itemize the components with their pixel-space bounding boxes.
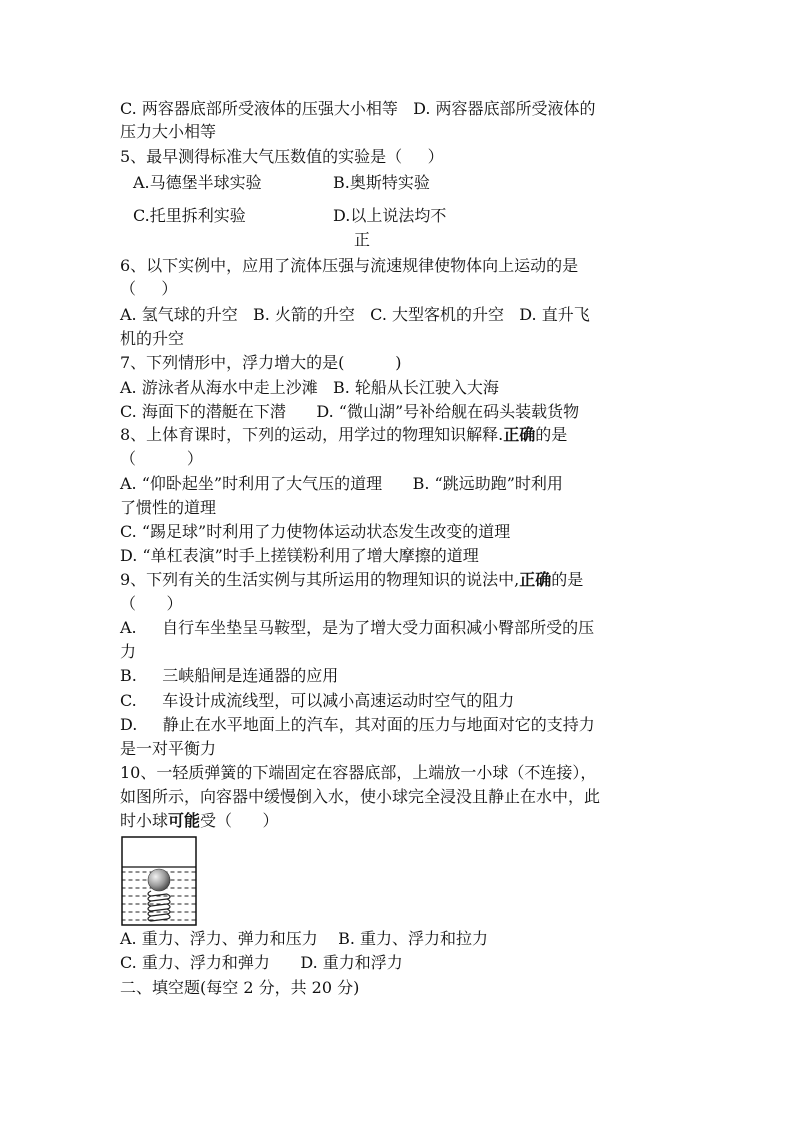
q4-option-cd-cont: 压力大小相等 — [120, 122, 217, 141]
question-10-cont2 — [120, 810, 279, 832]
q5-option-d-cont: 正 — [354, 230, 371, 249]
q5-option-d: D.以上说法均不 — [333, 206, 447, 225]
section-2-heading: 二、填空题(每空 2 分，共 20 分) — [120, 978, 360, 997]
q9-option-b: B. 三峡船闸是连通器的应用 — [120, 666, 339, 685]
q5-option-b: B.奥斯特实验 — [333, 173, 430, 192]
q9-option-d-cont: 是一对平衡力 — [120, 739, 217, 758]
q7-options-cd: C. 海面下的潜艇在下潜 D. “微山湖”号补给舰在码头装载货物 — [120, 402, 580, 421]
q8-emphasis: 正确 — [503, 425, 536, 444]
q8-text-end: 的是 — [535, 425, 568, 444]
question-8 — [120, 424, 567, 446]
q8-blank: （ ） — [120, 449, 203, 468]
q6-blank: （ ） — [120, 279, 178, 298]
q9-option-a: A. 自行车坐垫呈马鞍型，是为了增大受力面积减小臀部所受的压 — [120, 618, 595, 637]
q10-text: 时小球 — [120, 811, 169, 830]
q9-option-a-cont: 力 — [120, 642, 137, 661]
q5-option-a: A.马德堡半球实验 — [133, 173, 262, 192]
q10-options-cd: C. 重力、浮力和弹力 D. 重力和浮力 — [120, 953, 403, 972]
q8-text: 8、上体育课时，下列的运动，用学过的物理知识解释. — [120, 425, 504, 444]
q6-options: A. 氢气球的升空 B. 火箭的升空 C. 大型客机的升空 D. 直升飞 — [120, 305, 590, 324]
q8-option-ab-cont: 了惯性的道理 — [120, 498, 217, 517]
question-10: 10、一轻质弹簧的下端固定在容器底部，上端放一小球（不连接）， — [120, 763, 597, 782]
q10-emphasis: 可能 — [168, 811, 201, 830]
q5-option-c: C.托里拆利实验 — [133, 206, 246, 225]
question-6: 6、以下实例中，应用了流体压强与流速规律使物体向上运动的是 — [120, 256, 579, 275]
question-5: 5、最早测得标准大气压数值的实验是（ ） — [120, 147, 444, 166]
q8-option-ab: A. “仰卧起坐”时利用了大气压的道理 B. “跳远助跑”时利用 — [120, 474, 563, 493]
q9-option-c: C. 车设计成流线型，可以减小高速运动时空气的阻力 — [120, 691, 515, 710]
q9-option-d: D. 静止在水平地面上的汽车，其对面的压力与地面对它的支持力 — [120, 715, 595, 734]
question-7: 7、下列情形中，浮力增大的是( ) — [120, 353, 402, 372]
q9-blank: （ ） — [120, 594, 183, 613]
q9-emphasis: 正确 — [519, 570, 552, 589]
spring-ball-container-figure — [121, 836, 197, 926]
q7-options-ab: A. 游泳者从海水中走上沙滩 B. 轮船从长江驶入大海 — [120, 378, 499, 397]
q8-option-c: C. “踢足球”时利用了力使物体运动状态发生改变的道理 — [120, 522, 511, 541]
q8-option-d: D. “单杠表演”时手上搓镁粉利用了增大摩擦的道理 — [120, 546, 479, 565]
q4-option-cd: C. 两容器底部所受液体的压强大小相等 D. 两容器底部所受液体的 — [120, 99, 596, 118]
q9-text: 9、下列有关的生活实例与其所运用的物理知识的说法中, — [120, 570, 520, 589]
q10-options-ab: A. 重力、浮力、弹力和压力 B. 重力、浮力和拉力 — [120, 929, 489, 948]
q6-options-cont: 机的升空 — [120, 329, 185, 348]
q9-text-end: 的是 — [551, 570, 584, 589]
ball — [148, 869, 170, 891]
question-10-cont1: 如图所示，向容器中缓慢倒入水，使小球完全浸没且静止在水中，此 — [120, 787, 601, 806]
question-9 — [120, 569, 583, 591]
q10-text-end: 受（ ） — [200, 811, 279, 830]
